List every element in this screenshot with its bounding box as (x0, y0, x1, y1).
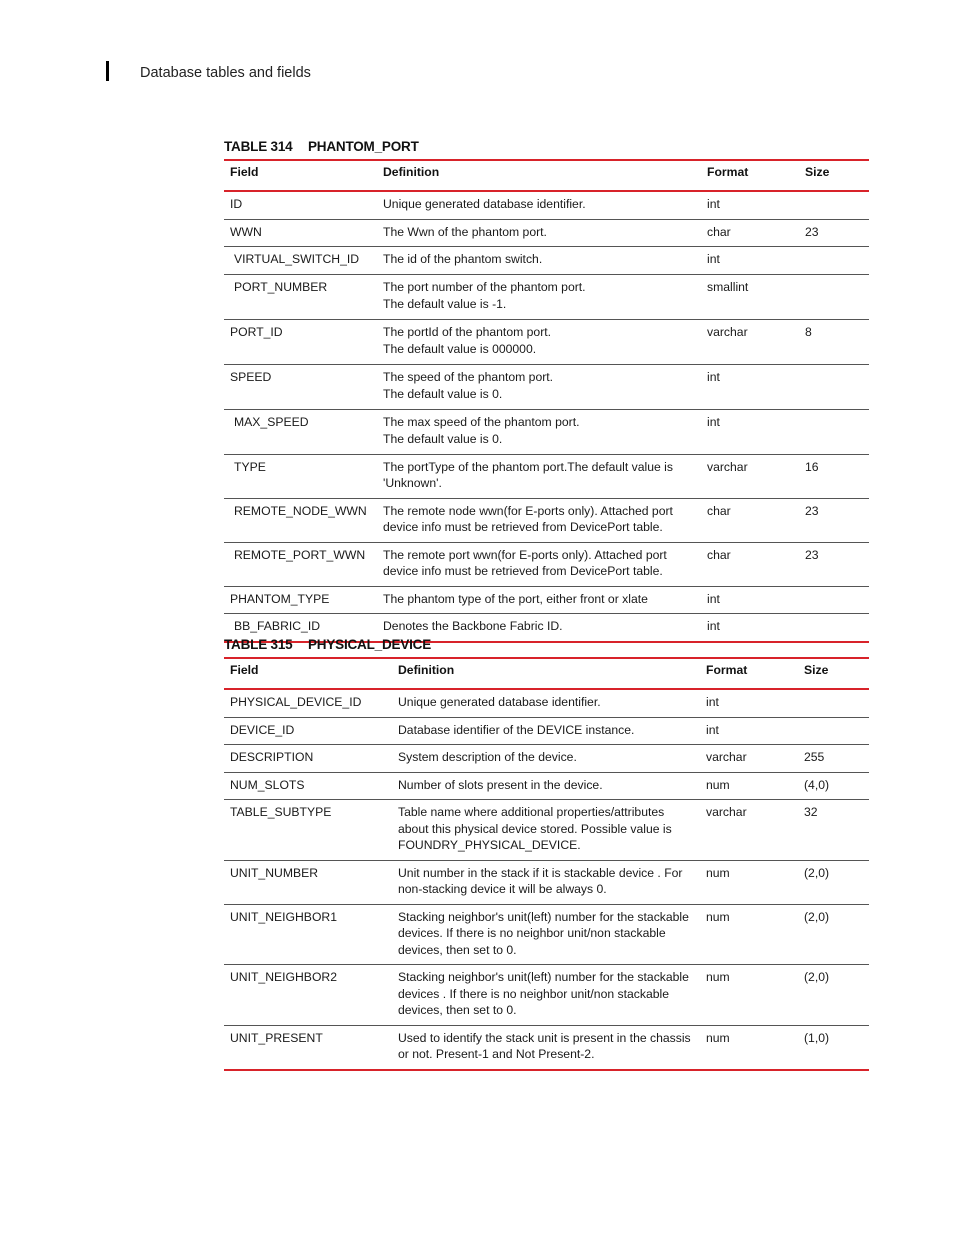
cell-size: 8 (805, 324, 812, 339)
column-header-field: Field (230, 165, 259, 179)
margin-change-bar (106, 61, 109, 81)
cell-size: (4,0) (804, 777, 830, 792)
table-row (224, 454, 869, 498)
cell-format: num (706, 777, 730, 792)
cell-size (799, 586, 869, 614)
cell-format: smallint (707, 279, 749, 294)
table-314-block (224, 139, 869, 643)
table-header-row (224, 160, 869, 191)
cell-definition: Unique generated database identifier. (398, 695, 601, 709)
definition-text: The id of the phantom switch. (383, 252, 543, 266)
cell-format: int (707, 197, 720, 211)
cell-definition (377, 409, 701, 454)
running-header: Database tables and fields (140, 65, 311, 81)
cell-format: int (706, 695, 719, 709)
cell-field: UNIT_NEIGHBOR1 (230, 909, 337, 924)
column-header-definition: Definition (398, 663, 455, 677)
cell-field: UNIT_NEIGHBOR2 (230, 970, 337, 984)
table-name: PHYSICAL_DEVICE (308, 637, 432, 652)
cell-field: VIRTUAL_SWITCH_ID (234, 252, 360, 266)
definition-text: The remote node wwn(for E-ports only). Attached port device info must be retrieved from DevicePort table. (383, 503, 673, 534)
cell-size: (2,0) (804, 909, 830, 924)
cell-field: NUM_SLOTS (230, 777, 305, 792)
table-row (224, 586, 869, 614)
table-row (224, 800, 869, 861)
cell-field: ID (230, 197, 243, 211)
cell-definition (377, 364, 701, 409)
table-row (224, 904, 869, 965)
cell-field: REMOTE_PORT_WWN (234, 547, 366, 562)
phantom-port-table (224, 159, 869, 643)
cell-size: (2,0) (804, 865, 830, 880)
cell-definition: Stacking neighbor's unit(left) number for the stackable devices . If there is no neighbor unit/non stackable devices, then set to 0. (398, 970, 689, 1017)
cell-size (799, 409, 869, 454)
definition-text: The speed of the phantom port. (383, 369, 554, 384)
table-row (224, 542, 869, 586)
table-row (224, 717, 869, 745)
cell-field: UNIT_PRESENT (230, 1030, 323, 1045)
column-header-definition: Definition (383, 165, 440, 179)
cell-field: PHYSICAL_DEVICE_ID (230, 695, 362, 709)
cell-size (799, 191, 869, 219)
definition-default-text: The default value is 000000. (383, 342, 537, 356)
table-number: TABLE 314 (224, 139, 293, 154)
table-row (224, 498, 869, 542)
table-row (224, 319, 869, 364)
definition-text: The portId of the phantom port. (383, 324, 552, 339)
cell-definition: Unit number in the stack if it is stackable device . For non-stacking device it will be always 0. (398, 865, 683, 896)
cell-format: char (707, 503, 731, 518)
cell-format: int (707, 619, 720, 633)
cell-size: (2,0) (804, 970, 830, 984)
table-row (224, 1025, 869, 1070)
cell-format: varchar (706, 750, 747, 764)
cell-definition (377, 319, 701, 364)
cell-size (799, 364, 869, 409)
table-row (224, 191, 869, 219)
definition-text: Denotes the Backbone Fabric ID. (383, 619, 563, 633)
definition-default-text: The default value is 0. (383, 432, 503, 446)
cell-field: UNIT_NUMBER (230, 865, 319, 880)
cell-definition (377, 191, 701, 219)
table-number: TABLE 315 (224, 637, 293, 652)
definition-text: Unique generated database identifier. (383, 197, 586, 211)
definition-text: The remote port wwn(for E-ports only). Attached port device info must be retrieved from DevicePort table. (383, 547, 667, 578)
definition-default-text: The default value is 0. (383, 387, 503, 401)
table-row (224, 772, 869, 800)
cell-size: 255 (804, 750, 825, 764)
column-header-format: Format (707, 165, 749, 179)
cell-field: SPEED (230, 369, 272, 384)
definition-text: The phantom type of the port, either front or xlate (383, 591, 648, 606)
cell-definition: Used to identify the stack unit is present in the chassis or not. Present-1 and Not Present-2. (398, 1030, 691, 1061)
cell-field: BB_FABRIC_ID (234, 619, 321, 633)
cell-format: varchar (706, 805, 747, 819)
table-row (224, 409, 869, 454)
cell-size: 23 (805, 547, 819, 562)
cell-field: TYPE (234, 459, 266, 474)
cell-format: int (707, 414, 720, 429)
column-header-field: Field (230, 663, 259, 677)
cell-field: PORT_ID (230, 324, 283, 339)
cell-definition: Table name where additional properties/attributes about this physical device stored. Possible value is FOUNDRY_PHYSICAL_DEVICE. (398, 805, 672, 852)
definition-default-text: The default value is -1. (383, 297, 507, 311)
table-row (224, 689, 869, 717)
cell-size (799, 247, 869, 275)
cell-format: num (706, 1030, 730, 1045)
table-row (224, 364, 869, 409)
cell-format: varchar (707, 324, 748, 339)
cell-size: 16 (805, 459, 819, 474)
cell-definition (377, 274, 701, 319)
definition-text: The max speed of the phantom port. (383, 414, 580, 429)
table-row (224, 247, 869, 275)
definition-text: The portType of the phantom port.The default value is 'Unknown'. (383, 459, 673, 490)
cell-definition (377, 247, 701, 275)
cell-size (799, 274, 869, 319)
cell-format: char (707, 224, 731, 239)
table-caption (224, 637, 869, 652)
cell-format: int (706, 722, 719, 737)
cell-size: 32 (804, 805, 818, 819)
cell-definition: Number of slots present in the device. (398, 777, 603, 792)
cell-definition: System description of the device. (398, 750, 577, 764)
physical-device-table (224, 657, 869, 1071)
cell-definition (377, 586, 701, 614)
table-315-block (224, 637, 869, 1071)
cell-field: WWN (230, 224, 262, 239)
cell-definition (377, 219, 701, 247)
cell-format: varchar (707, 459, 748, 474)
table-row (224, 745, 869, 773)
cell-size (798, 717, 869, 745)
cell-format: int (707, 591, 720, 606)
cell-definition: Stacking neighbor's unit(left) number for the stackable devices. If there is no neighbor unit/non stackable devices, then set to 0. (398, 909, 689, 957)
definition-text: The Wwn of the phantom port. (383, 224, 547, 239)
cell-definition (377, 498, 701, 542)
cell-size: (1,0) (804, 1030, 830, 1045)
cell-format: num (706, 865, 730, 880)
cell-size: 23 (805, 224, 819, 239)
cell-format: char (707, 547, 731, 562)
cell-definition (377, 454, 701, 498)
cell-field: DESCRIPTION (230, 750, 314, 764)
table-name: PHANTOM_PORT (308, 139, 419, 154)
column-header-format: Format (706, 663, 748, 677)
column-header-size: Size (805, 165, 830, 179)
cell-format: num (706, 909, 730, 924)
cell-definition: Database identifier of the DEVICE instance. (398, 722, 635, 737)
table-row (224, 965, 869, 1026)
cell-field: DEVICE_ID (230, 722, 295, 737)
cell-field: MAX_SPEED (234, 414, 309, 429)
table-row (224, 274, 869, 319)
definition-text: The port number of the phantom port. (383, 279, 586, 294)
cell-size: 23 (805, 503, 819, 518)
table-header-row (224, 658, 869, 689)
cell-field: REMOTE_NODE_WWN (234, 503, 367, 518)
table-caption (224, 139, 869, 154)
cell-definition (377, 542, 701, 586)
column-header-size: Size (804, 663, 829, 677)
cell-format: int (707, 252, 720, 266)
cell-field: PHANTOM_TYPE (230, 591, 330, 606)
table-row (224, 860, 869, 904)
cell-field: PORT_NUMBER (234, 279, 328, 294)
cell-format: int (707, 369, 720, 384)
cell-field: TABLE_SUBTYPE (230, 805, 332, 819)
cell-size (798, 689, 869, 717)
cell-format: num (706, 970, 730, 984)
table-row (224, 219, 869, 247)
